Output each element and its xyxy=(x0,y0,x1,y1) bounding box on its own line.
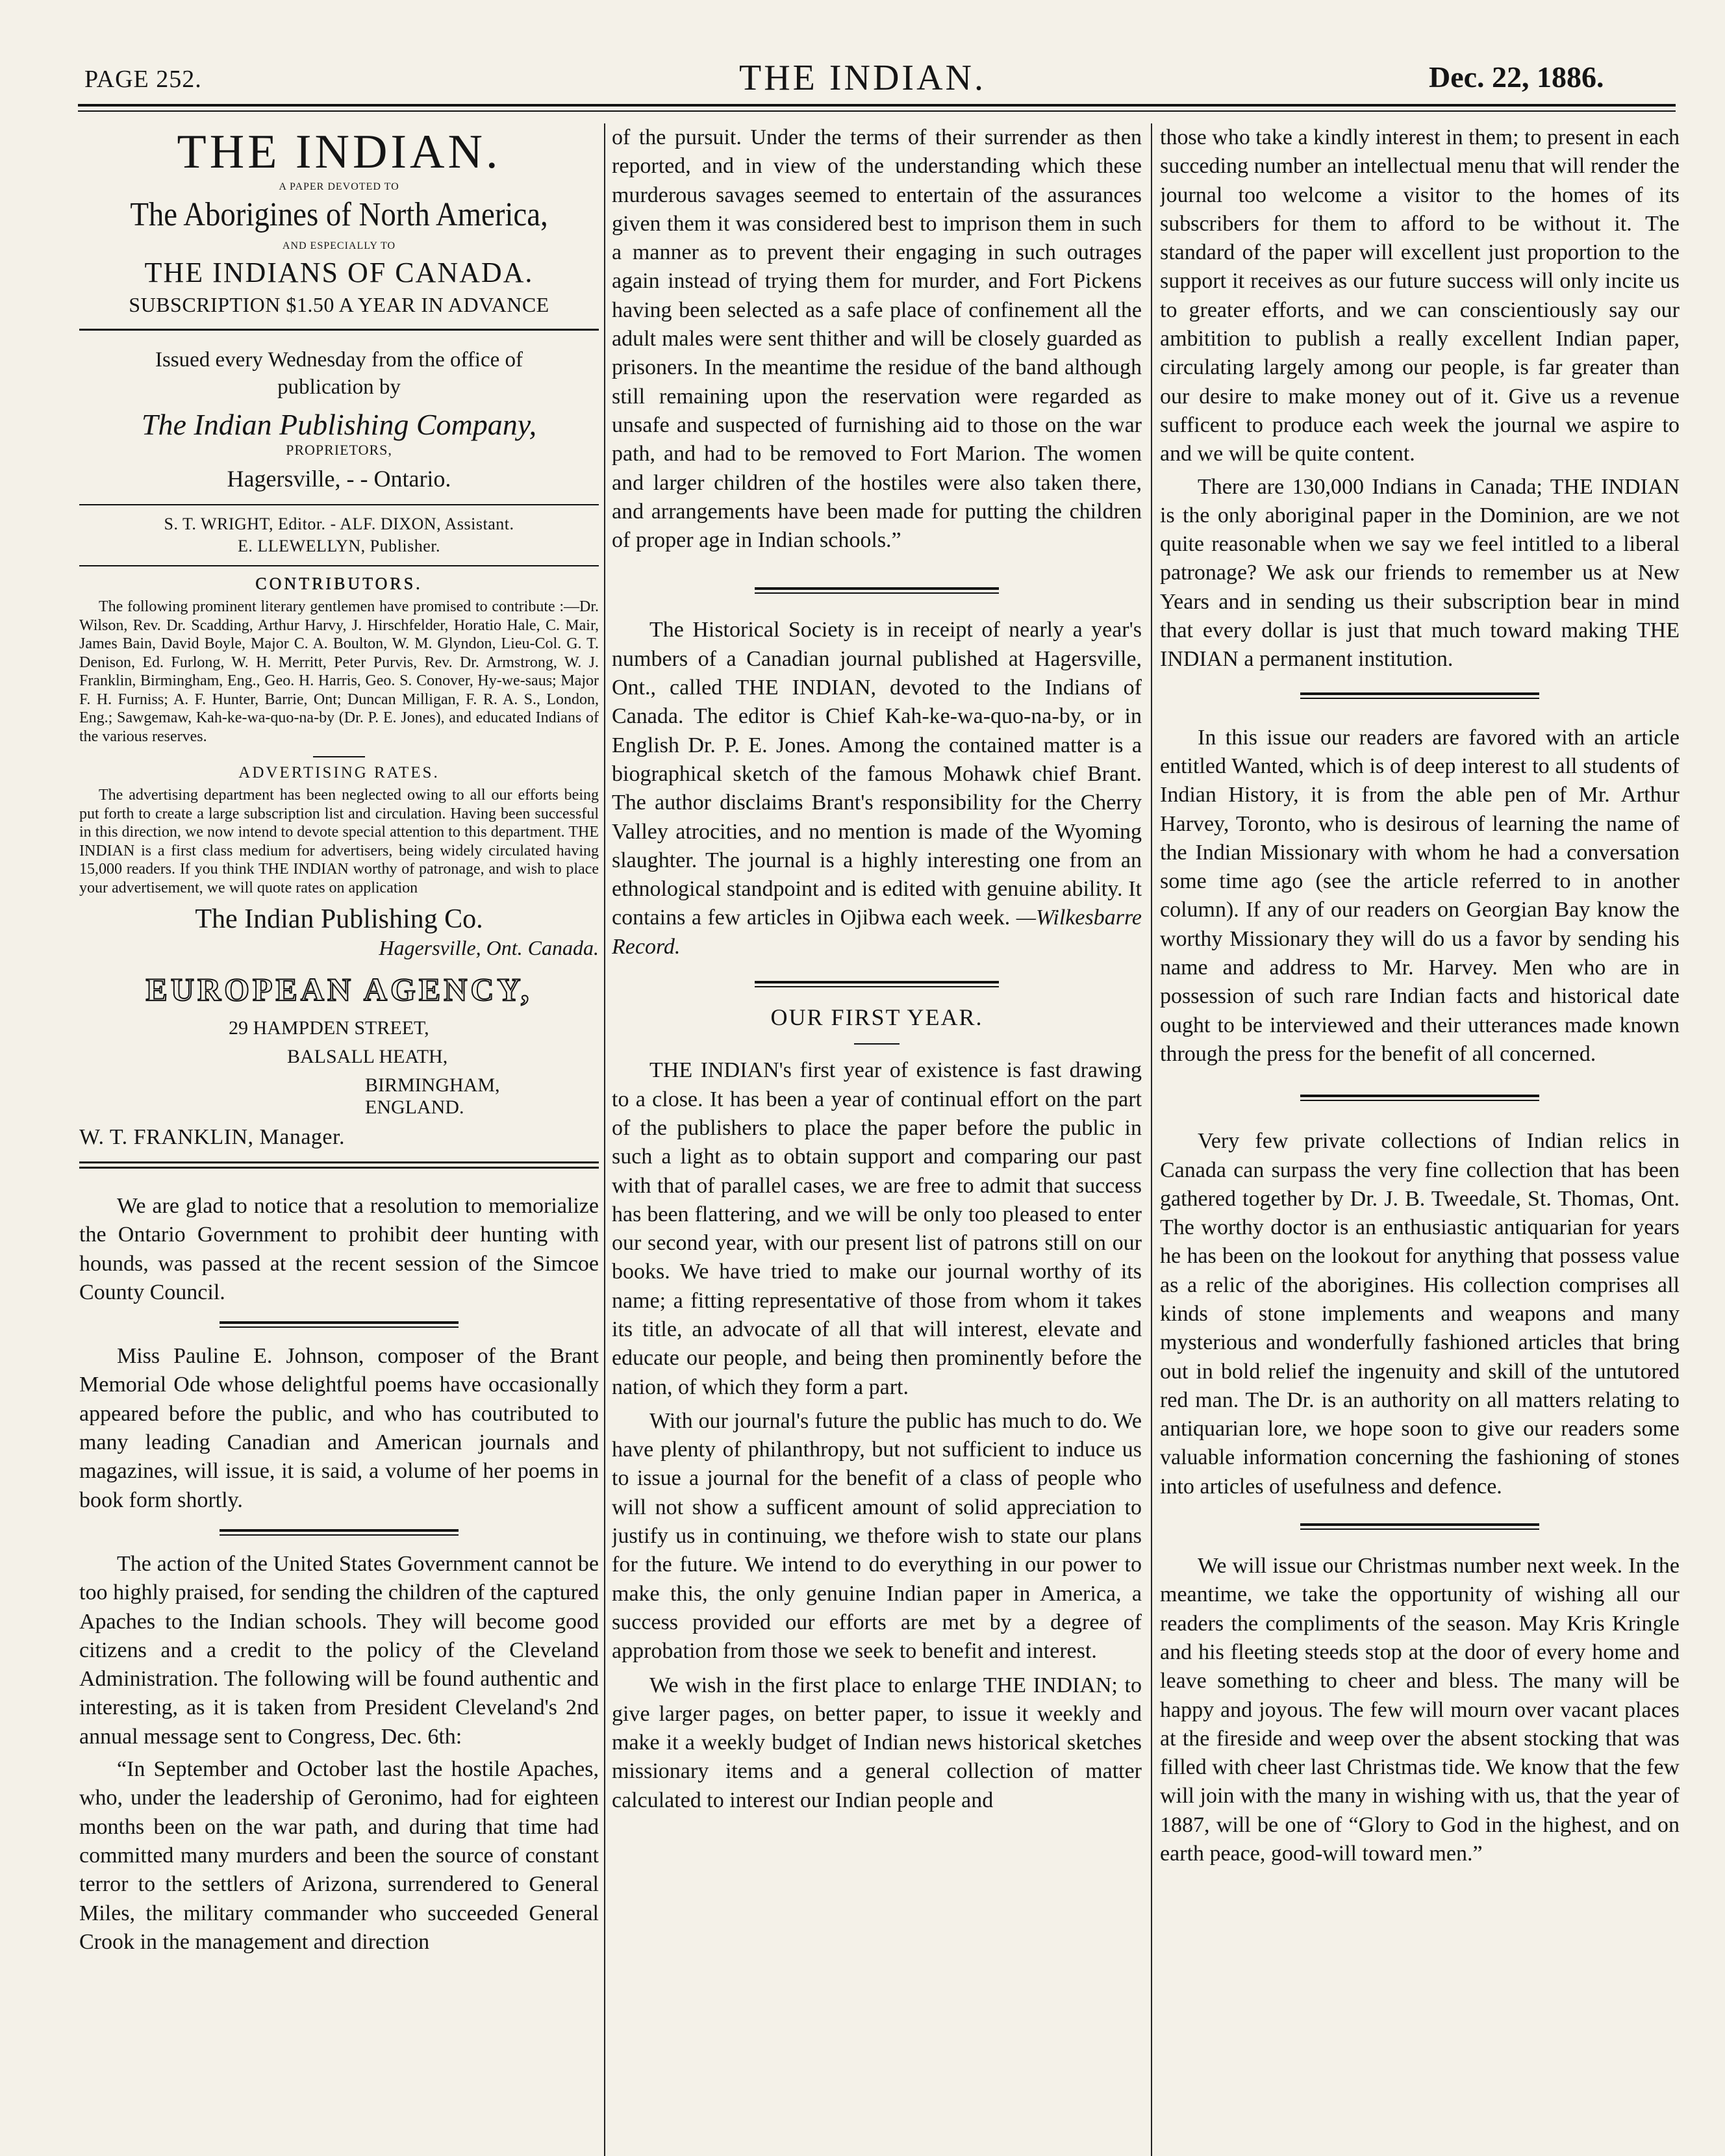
agency-heading: EUROPEAN AGENCY, xyxy=(145,971,533,1008)
article-divider xyxy=(1300,1523,1539,1530)
article-patronage: There are 130,000 Indians in Canada; THE INDIAN is the only aboriginal paper in the Dominion, are we not quite reasonable when we say we feel intitled to a liberal patronage? We ask our friends to remember us at New Years and in sending us their subscription bear in mind that every dollar is just that much toward making THE INDIAN a permanent institution. xyxy=(1160,474,1680,672)
header-rule xyxy=(78,104,1676,112)
page-number: PAGE 252. xyxy=(84,66,202,93)
article-first-year-p1: THE INDIAN's first year of existence is fast drawing to a close. It has been a year of continual effort on the part of the publishers to place the paper before the public in such a light as to obtain support and comparing our past with that of parallel cases, we are free to admit that success has been flattering, and we will be only too pleased to enter our second year, with our present list of patrons still on our books. We have tried to make our journal worthy of its name; a fitting representative of those from whom it takes its title, an advocate of all that will interest, elevate and educate our people, and being then prominently before the nation, of which they form a part. xyxy=(612,1058,1142,1399)
article-divider xyxy=(220,1529,459,1536)
section-rule-double xyxy=(79,1161,599,1169)
staff-line-2: E. LLEWELLYN, Publisher. xyxy=(238,537,440,555)
article-apaches-continued: of the pursuit. Under the terms of their surrender as then reported, and in view of the understanding which these murderous savages seemed to entertain of the assurances given them it was considered best to imprison them in such a manner as to prevent their engaging in such outrages again instead of trying them for murder, and Fort Pickens having been selected as a safe place of confinement all the adult males were sent thither and will be closely guarded as prisoners. In the meantime the residue of the band although still remaining upon the reservation were regarded as unsafe and suspected of furnishing aid to those on the war path, and had to be removed to Fort Marion. The women and larger children of the hostiles were also taken there, and arrangements have been made for putting the children of proper age in Indian schools.” xyxy=(612,125,1142,553)
contributors-text: The following prominent literary gentlemen have promised to contribute :—Dr. Wilson, Rev. Dr. Scadding, Arthur Harvy, J. Hirschfelder, Horatio Hale, C. Mair, James Bain, David Boyle, Major C. A. Boulton, W. M. Glyndon, Lieu-Col. G. T. Denison, Ed. Furlong, W. H. Merritt, Peter Purvis, Rev. Dr. Armstrong, W. J. Franklin, Birmingham, Eng., Geo. H. Harris, Geo. S. Conover, Hy-we-saus; Major F. H. Furniss; A. F. Hunter, Barrie, Ont; Duncan Milligan, F. R. A. S., London, Eng.; Sawgemaw, Kah-ke-wa-quo-na-by (Dr. P. E. Jones), and educated Indians of the various reserves. xyxy=(79,598,599,745)
masthead: THE INDIAN. xyxy=(739,58,986,98)
article-apaches: The action of the United States Government cannot be too highly praised, for sending the children of the captured Apaches to the Indian schools. They will become good citizens and a credit to the policy of the Cleveland Administration. The following will be found authentic and interesting, as it is taken from President Cleveland's 2nd annual message sent to Congress, Dec. 6th: xyxy=(79,1551,599,1749)
article-divider xyxy=(755,587,998,594)
agency-address-1: 29 HAMPDEN STREET, xyxy=(229,1017,429,1039)
section-rule xyxy=(79,565,599,566)
issue-date: Dec. 22, 1886. xyxy=(1429,60,1604,94)
first-year-heading-rule xyxy=(854,1043,900,1045)
article-simcoe: We are glad to notice that a resolution to memorialize the Ontario Government to prohibit deer hunting with hounds, was passed at the recent session of the Simcoe County Council. xyxy=(79,1194,599,1304)
article-first-year-p3: We wish in the first place to enlarge THE INDIAN; to give larger pages, on better paper, to issue it weekly and make it a weekly budget of Indian news historical sketches missionary items and a general collection of matter calculated to interest our Indian people and xyxy=(612,1673,1142,1812)
article-divider xyxy=(1300,1095,1539,1101)
short-rule xyxy=(313,756,365,757)
agency-manager: W. T. FRANKLIN, Manager. xyxy=(79,1125,345,1149)
proprietors-label: PROPRIETORS, xyxy=(286,442,392,458)
advertising-company: The Indian Publishing Co. xyxy=(195,904,483,934)
first-year-heading: OUR FIRST YEAR. xyxy=(770,1004,983,1031)
agency-address-2: BALSALL HEATH, xyxy=(287,1046,448,1067)
advertising-company-location: Hagersville, Ont. Canada. xyxy=(379,936,599,959)
article-historical-society xyxy=(612,616,1142,961)
column-1-articles xyxy=(79,1192,599,1957)
subscription-line: SUBSCRIPTION $1.50 A YEAR IN ADVANCE xyxy=(129,293,549,316)
article-first-year-p2: With our journal's future the public has much to do. We have plenty of philanthropy, but not sufficient to induce us to issue a journal for the benefit of a class of people who will not show a sufficent amount of solid appreciation to justify us in continuing, we thefore wish to state our plans for the future. We intend to do everything in our power to make this, the only genuine Indian paper in America, a success provided our efforts are met by a degree of approbation from those we seek to benefit and interest. xyxy=(612,1408,1142,1664)
article-tweedale: Very few private collections of Indian relics in Canada can surpass the very fine collection that has been gathered together by Dr. J. B. Tweedale, St. Thomas, Ont. The worthy doctor is an enthusiastic antiquarian for years he has been on the lookout for anything that possess value as a relic of the aborigines. His collection comprises all kinds of stone implements and weapons and many mysterious and wonderfully fashioned articles that bring out in bold relief the ingenuity and skill of the untutored red man. The Dr. is an authority on all matters relating to antiquarian lore, we hope soon to give our readers some valuable information concerning the fashioning of stones into articles of usefulness and defence. xyxy=(1160,1129,1680,1499)
nameplate-subject: The Aborigines of North America, xyxy=(130,196,548,233)
article-divider xyxy=(220,1321,459,1328)
nameplate-rule xyxy=(79,504,599,505)
nameplate-especially: AND ESPECIALLY TO xyxy=(282,240,396,251)
publisher-name: The Indian Publishing Company, xyxy=(141,408,537,441)
article-divider xyxy=(755,981,998,987)
nameplate-rule xyxy=(79,329,599,331)
column-divider xyxy=(604,123,605,2156)
nameplate-devoted: A PAPER DEVOTED TO xyxy=(279,181,399,192)
publisher-location: Hagersville, - - Ontario. xyxy=(227,466,451,492)
advertising-block xyxy=(79,764,599,960)
nameplate xyxy=(79,125,599,556)
column-3 xyxy=(1160,123,1680,2144)
article-wanted: In this issue our readers are favored with an article entitled Wanted, which is of deep interest to all students of Indian History, it is from the able pen of Mr. Arthur Harvey, Toronto, who is desirous of learning the name of the Indian Missionary with whom he had a conversation some time ago (see the article referred to in another column). If any of our readers on Georgian Bay know the worthy Missionary they will do us a favor by sending his name and address to Mr. Harvey. Men who are in possession of such rare Indian facts and historical date ought to be interviewed and their utterances made known through the press for the benefit of all concerned. xyxy=(1160,725,1680,1066)
column-2 xyxy=(612,123,1142,2144)
article-apaches-quote: “In September and October last the hostile Apaches, who, under the leadership of Geronimo, had for eighteen months been on the war path, and during that time had committed many murders and been the source of constant terror to the settlers of Arizona, surrendered to General Miles, the military commander who succeeded General Crook in the management and direction xyxy=(79,1757,599,1954)
advertising-heading: ADVERTISING RATES. xyxy=(238,764,440,781)
historical-society-text: The Historical Society is in receipt of nearly a year's numbers of a Canadian journal published at Hagersville, Ont., called THE INDIAN, devoted to the Indians of Canada. The editor is Chief Kah-ke-wa-quo-na-by, or in English Dr. P. E. Jones. Among the contained matter is a biographical sketch of the famous Mohawk chief Brant. The author disclaims Brant's responsibility for the Cherry Valley atrocities, and no mention is made of the Wyoming slaughter. The journal is a highly interesting one from an ethnological standpoint and is edited with genuine ability. It contains a few articles in Ojibwa each week. xyxy=(612,618,1142,930)
article-christmas: We will issue our Christmas number next week. In the meantime, we take the opportunity of wishing all our readers the compliments of the season. May Kris Kringle and his fleeting steeds stop at the door of every home and leave something to cheer and bless. The many will be happy and joyous. The few will mourn over vacant places at the fireside and weep over the absent stocking that was filled with cheer last Christmas tide. We know that the few will join with the many in wishing with us, that the year of 1887, will be one of “Glory to God in the highest, and on earth peace, good-will toward men.” xyxy=(1160,1554,1680,1866)
historical-society-source: —Wilkesbarre Record. xyxy=(612,906,1142,959)
article-johnson: Miss Pauline E. Johnson, composer of the Brant Memorial Ode whose delightful poems have occasionally appeared before the public, and who has coutributed to many leading Canadian and American journals and magazines, will issue, it is said, a volume of her poems in book form shortly. xyxy=(79,1344,599,1512)
staff-line-1: S. T. WRIGHT, Editor. - ALF. DIXON, Assistant. xyxy=(164,514,514,533)
column-1 xyxy=(79,123,599,2144)
nameplate-title: THE INDIAN. xyxy=(177,125,501,179)
advertising-text: The advertising department has been neglected owing to all our efforts being put forth to create a large subscription list and circulation. Having been successful in this direction, we now intend to devote special attention to this department. THE INDIAN is a first class medium for advertisers, being widely circulated having 15,000 readers. If you think THE INDIAN worthy of patronage, and wish to place your advertisement, we will quote rates on application xyxy=(79,787,599,896)
contributors-block xyxy=(79,574,599,746)
issued-line: Issued every Wednesday from the office of publication by xyxy=(155,348,523,399)
agency-address-3: BIRMINGHAM, ENGLAND. xyxy=(365,1074,500,1118)
article-divider xyxy=(1300,692,1539,699)
contributors-heading: CONTRIBUTORS. xyxy=(255,574,423,593)
nameplate-subject2: THE INDIANS OF CANADA. xyxy=(144,257,534,288)
article-first-year-continued: those who take a kindly interest in them; to present in each succeding number an intellectual menu that will render the journal too welcome a visitor to the homes of its subscribers for them to afford to be without it. The standard of the paper will excellent just proportion to the support it receives as our future success will only incite us to greater efforts, and we can conscientiously say our ambitition to publish a really excellent Indian paper, circulating largely among our people, is far greater than our desire to make money out of it. Give us a revenue sufficent to produce each week the journal we aspire to and we will be quite content. xyxy=(1160,125,1680,466)
agency-block xyxy=(79,970,599,1150)
column-divider xyxy=(1151,123,1152,2156)
